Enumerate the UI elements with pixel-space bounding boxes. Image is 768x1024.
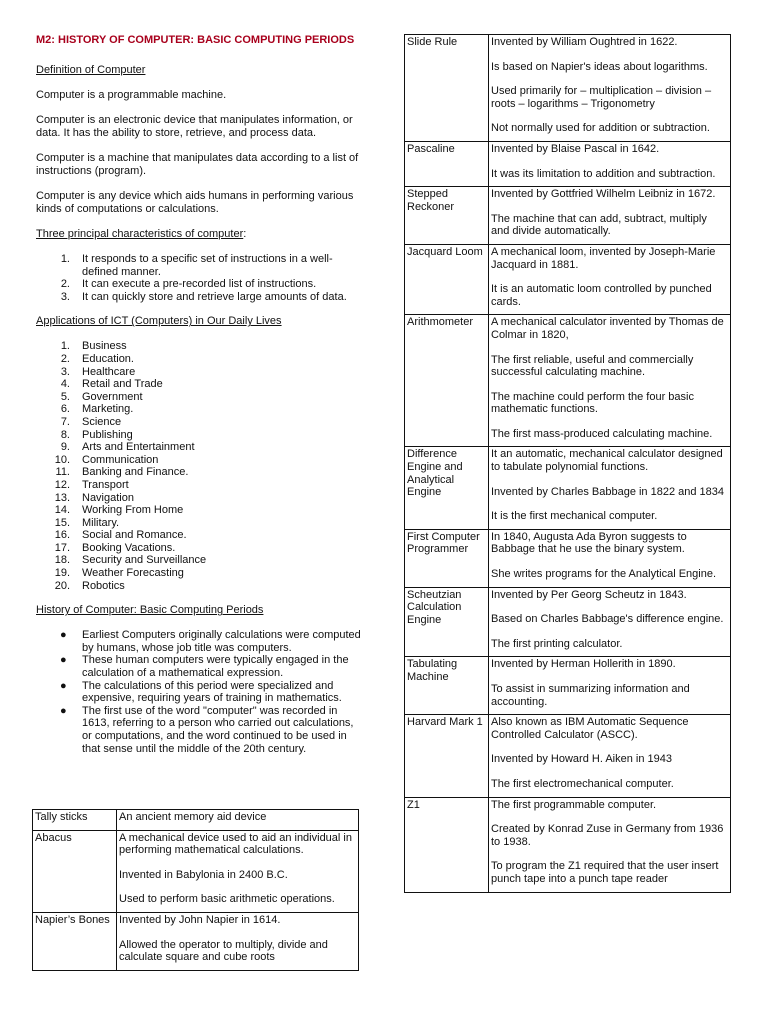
device-description: [489, 35, 731, 142]
application-item: [36, 517, 366, 530]
device-description-line: Invented by Gottfried Wilhelm Leibniz in 1672.: [491, 188, 716, 201]
application-item-text: Arts and Entertainment: [82, 441, 195, 454]
device-name: Arithmometer: [405, 315, 489, 447]
device-description: [489, 587, 731, 657]
device-description-line: The first programmable computer.: [491, 798, 657, 811]
characteristics-list: [36, 253, 366, 303]
history-bullet: [36, 654, 366, 679]
characteristic-item-text: It can quickly store and retrieve large amounts of data.: [82, 290, 347, 303]
characteristics-heading-colon: :: [243, 228, 247, 240]
bullet-dot-icon: ●: [60, 704, 67, 717]
list-number: 20.: [54, 579, 70, 592]
definition-paragraph: Computer is a programmable machine.: [36, 89, 227, 101]
list-number: 13.: [54, 491, 70, 504]
application-item: [36, 441, 366, 454]
device-name: Harvard Mark 1: [405, 715, 489, 797]
device-description-line: The first printing calculator.: [491, 637, 623, 650]
list-number: 12.: [54, 478, 70, 491]
device-description-line: Allowed the operator to multiply, divide and calculate square and cube roots: [119, 938, 328, 964]
device-description: [489, 657, 731, 715]
application-item-text: Weather Forecasting: [82, 567, 184, 580]
list-number: 14.: [54, 504, 70, 517]
device-description-line: Used to perform basic arithmetic operations.: [119, 893, 335, 906]
application-item: [36, 580, 366, 593]
application-item-text: Publishing: [82, 428, 133, 441]
application-item: [36, 353, 366, 366]
characteristic-item: [36, 253, 366, 278]
application-item-text: Business: [82, 340, 127, 353]
device-description: [489, 715, 731, 797]
device-name: Z1: [405, 797, 489, 892]
list-number: 10.: [54, 453, 70, 466]
device-description-line: Is based on Napier's ideas about logarithms.: [491, 60, 708, 73]
application-item-text: Robotics: [82, 579, 125, 592]
definition-paragraph: Computer is any device which aids humans in performing various kinds of computations or calculations.: [36, 190, 354, 215]
device-description-line: To program the Z1 required that the user insert punch tape into a punch tape reader: [491, 860, 719, 885]
list-number: 1.: [60, 253, 70, 265]
device-row: [405, 715, 731, 797]
definition-paragraph: Computer is an electronic device that manipulates information, or data. It has the ability to store, retrieve, and process data.: [36, 114, 353, 139]
application-item: [36, 429, 366, 442]
application-item: [36, 492, 366, 505]
application-item: [36, 340, 366, 353]
device-description-line: In 1840, Augusta Ada Byron suggests to Babbage that he use the binary system.: [491, 530, 687, 556]
application-item: [36, 479, 366, 492]
device-row: [33, 912, 359, 970]
definition-paragraph: Computer is a machine that manipulates data according to a list of instructions (program).: [36, 152, 359, 177]
application-item-text: Navigation: [82, 491, 134, 504]
device-description-line: A mechanical loom, invented by Joseph-Marie Jacquard in 1881.: [491, 245, 716, 271]
device-name: Pascaline: [405, 141, 489, 186]
application-item-text: Healthcare: [82, 365, 136, 378]
device-name: Tally sticks: [33, 810, 117, 831]
history-bullet: [36, 629, 366, 654]
list-number: 16.: [54, 529, 70, 542]
device-description-line: It is the first mechanical computer.: [491, 510, 658, 523]
application-item-text: Retail and Trade: [82, 378, 163, 391]
device-row: [405, 657, 731, 715]
device-description: [489, 244, 731, 314]
application-item-text: Booking Vacations.: [82, 541, 176, 554]
device-name: Abacus: [33, 830, 117, 912]
list-number: 1.: [60, 340, 70, 353]
application-item: [36, 466, 366, 479]
list-number: 7.: [60, 415, 70, 428]
devices-table-left: [32, 809, 359, 971]
characteristic-item: [36, 278, 366, 291]
list-number: 15.: [54, 516, 70, 529]
device-description-line: The machine that can add, subtract, multiply and divide automatically.: [491, 212, 707, 238]
list-number: 11.: [55, 466, 70, 479]
device-description-line: The first electromechanical computer.: [491, 777, 674, 790]
application-item: [36, 366, 366, 379]
document-title: M2: HISTORY OF COMPUTER: BASIC COMPUTING PERIODS: [36, 34, 355, 46]
device-description: [489, 315, 731, 447]
device-name: First Computer Programmer: [405, 529, 489, 587]
device-description-line: Not normally used for addition or subtraction.: [491, 122, 710, 135]
characteristics-heading-line: [36, 228, 366, 241]
list-number: 17.: [54, 541, 70, 554]
device-name: Stepped Reckoner: [405, 187, 489, 245]
device-row: [405, 187, 731, 245]
device-description-line: It an automatic, mechanical calculator designed to tabulate polynomial functions.: [491, 448, 723, 474]
history-bullet: [36, 705, 366, 755]
list-number: 5.: [60, 390, 70, 403]
applications-list: [36, 340, 366, 592]
bullet-dot-icon: ●: [60, 679, 67, 692]
application-item: [36, 378, 366, 391]
device-description-line: Invented by Blaise Pascal in 1642.: [491, 142, 660, 155]
device-description: [489, 187, 731, 245]
device-description-line: The first mass-produced calculating machine.: [491, 427, 713, 440]
history-bullet: [36, 680, 366, 705]
definition-heading: Definition of Computer: [36, 64, 146, 76]
application-item-text: Transport: [82, 478, 129, 491]
characteristic-item-text: It can execute a pre-recorded list of instructions.: [82, 278, 317, 291]
device-row: [405, 797, 731, 892]
list-number: 2.: [60, 352, 70, 365]
device-name: Slide Rule: [405, 35, 489, 142]
application-item-text: Marketing.: [82, 403, 134, 416]
applications-heading: Applications of ICT (Computers) in Our Daily Lives: [36, 315, 282, 328]
application-item-text: Social and Romance.: [82, 529, 187, 542]
device-name: Jacquard Loom: [405, 244, 489, 314]
application-item: [36, 403, 366, 416]
history-bullet-text: Earliest Computers originally calculations were computed by humans, whose job title was computers.: [82, 629, 361, 654]
characteristics-heading: Three principal characteristics of computer: [36, 228, 244, 240]
device-description: [489, 447, 731, 529]
list-number: 18.: [54, 554, 70, 567]
application-item: [36, 554, 366, 567]
device-description-line: Invented by Charles Babbage in 1822 and 1834: [491, 485, 725, 498]
characteristic-item: [36, 291, 366, 304]
list-number: 4.: [60, 378, 70, 391]
bullet-dot-icon: ●: [60, 654, 67, 667]
list-number: 9.: [60, 441, 70, 454]
application-item: [36, 454, 366, 467]
device-description-line: Invented by Herman Hollerith in 1890.: [491, 658, 676, 671]
device-description-line: Created by Konrad Zuse in Germany from 1936 to 1938.: [491, 823, 724, 848]
application-item: [36, 391, 366, 404]
application-item-text: Education.: [82, 352, 134, 365]
left-column: [36, 34, 366, 767]
device-row: [405, 447, 731, 529]
device-description: [489, 141, 731, 186]
device-description-line: Invented in Babylonia in 2400 B.C.: [119, 868, 288, 881]
device-name: Napier’s Bones: [33, 912, 117, 970]
list-number: 8.: [60, 428, 70, 441]
device-description-line: A mechanical device used to aid an individual in performing mathematical calculations.: [119, 831, 352, 857]
application-item: [36, 529, 366, 542]
right-column: [404, 34, 732, 893]
application-item: [36, 416, 366, 429]
device-description-line: Used primarily for – multiplication – division – roots – logarithms – Trigonometry: [491, 85, 712, 110]
device-row: [405, 244, 731, 314]
device-description-line: Invented by William Oughtred in 1622.: [491, 36, 678, 48]
application-item-text: Military.: [82, 516, 120, 529]
application-item-text: Working From Home: [82, 504, 184, 517]
list-number: 2.: [60, 278, 70, 291]
device-description: [117, 810, 359, 831]
application-item: [36, 542, 366, 555]
list-number: 3.: [60, 290, 70, 303]
characteristic-item-text: It responds to a specific set of instructions in a well-defined manner.: [82, 253, 333, 278]
application-item-text: Government: [82, 390, 143, 403]
device-row: [405, 35, 731, 142]
device-description: [489, 529, 731, 587]
device-name: Tabulating Machine: [405, 657, 489, 715]
devices-table-right: [404, 34, 731, 893]
bullet-dot-icon: ●: [60, 629, 67, 642]
device-description-line: Invented by Howard H. Aiken in 1943: [491, 753, 673, 766]
device-name: Scheutzian Calculation Engine: [405, 587, 489, 657]
device-description-line: She writes programs for the Analytical Engine.: [491, 568, 717, 581]
device-description-line: It was its limitation to addition and subtraction.: [491, 167, 716, 180]
application-item: [36, 504, 366, 517]
device-row: [405, 587, 731, 657]
list-number: 6.: [60, 403, 70, 416]
application-item-text: Security and Surveillance: [82, 554, 207, 567]
history-bullets: [36, 629, 366, 755]
device-name: Difference Engine and Analytical Engine: [405, 447, 489, 529]
device-description-line: It is an automatic loom controlled by punched cards.: [491, 283, 712, 308]
device-description-line: Invented by John Napier in 1614.: [119, 913, 281, 926]
list-number: 19.: [54, 567, 70, 580]
device-description: [489, 797, 731, 892]
device-row: [33, 830, 359, 912]
device-row: [33, 810, 359, 831]
application-item: [36, 567, 366, 580]
device-description: [117, 830, 359, 912]
device-description-line: An ancient memory aid device: [119, 811, 267, 823]
device-description: [117, 912, 359, 970]
application-item-text: Communication: [82, 453, 159, 466]
device-description-line: The machine could perform the four basic mathematic functions.: [491, 390, 694, 416]
device-description-line: Based on Charles Babbage's difference engine.: [491, 613, 724, 626]
device-description-line: The first reliable, useful and commercially successful calculating machine.: [491, 353, 694, 379]
history-bullet-text: The first use of the word "computer" was recorded in 1613, referring to a person who carried out calculations, or computations, and the word continued to be used in that sense until the middle of the 20th century.: [82, 704, 354, 755]
device-description-line: A mechanical calculator invented by Thomas de Colmar in 1820,: [491, 316, 724, 341]
history-bullet-text: These human computers were typically engaged in the calculation of a mathematical expression.: [82, 654, 349, 680]
application-item-text: Science: [82, 415, 122, 428]
history-bullet-text: The calculations of this period were specialized and expensive, requiring years of training in mathematics.: [82, 679, 342, 705]
history-heading: History of Computer: Basic Computing Periods: [36, 604, 264, 617]
device-row: [405, 529, 731, 587]
device-row: [405, 141, 731, 186]
list-number: 3.: [60, 365, 70, 378]
device-description-line: To assist in summarizing information and accounting.: [491, 683, 690, 708]
device-description-line: Also known as IBM Automatic Sequence Controlled Calculator (ASCC).: [491, 716, 689, 741]
device-row: [405, 315, 731, 447]
device-description-line: Invented by Per Georg Scheutz in 1843.: [491, 588, 687, 601]
application-item-text: Banking and Finance.: [82, 466, 189, 479]
definition-section: [36, 89, 366, 216]
